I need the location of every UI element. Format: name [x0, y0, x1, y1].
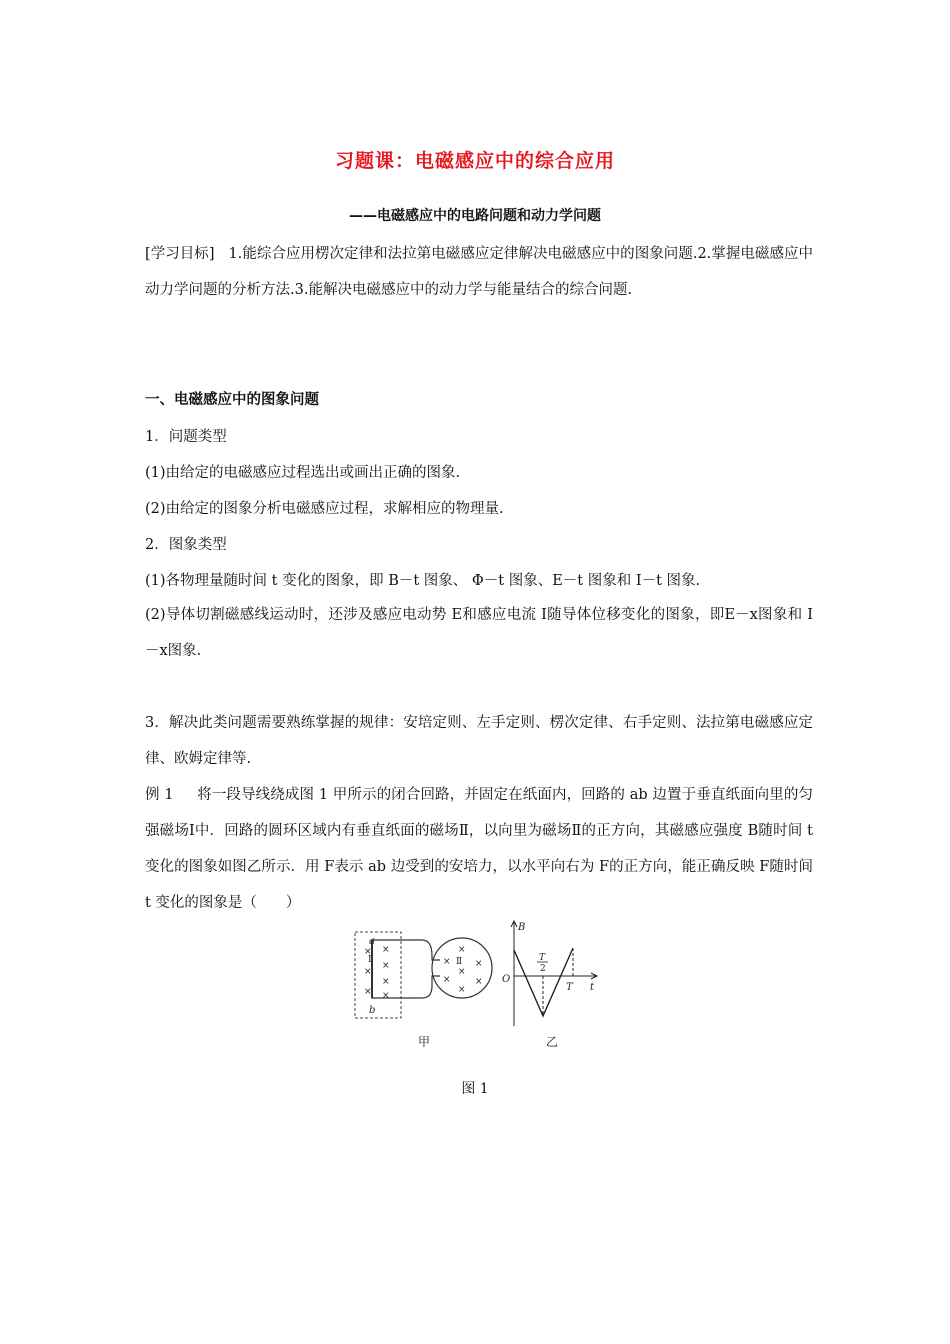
label-field-I: Ⅰ: [368, 955, 372, 965]
cross-mark: ×: [458, 945, 466, 955]
graph-type-2: (2)导体切割磁感线运动时，还涉及感应电动势 E和感应电流 I随导体位移变化的图象，即E－x图象和 I－x图象.: [145, 607, 813, 659]
page-title: 习题课：电磁感应中的综合应用: [334, 150, 615, 172]
example-1: [145, 777, 813, 921]
cross-mark: ×: [475, 977, 483, 987]
label-a: a: [369, 936, 375, 947]
cross-mark: ×: [382, 977, 390, 987]
graph-types-title: 2．图象类型: [145, 537, 227, 553]
tick-T: T: [566, 982, 573, 993]
cross-mark: ×: [382, 991, 390, 1001]
field-region-I: [355, 932, 401, 1018]
cross-mark: ×: [364, 947, 372, 957]
example-text: 将一段导线绕成图 1 甲所示的闭合回路，并固定在纸面内，回路的 ab 边置于垂直纸面向里的匀强磁场Ⅰ中．回路的圆环区域内有垂直纸面的磁场Ⅱ，以向里为磁场Ⅱ的正方向，其磁感应强度 B随时间 t 变化的图象如图乙所示．用 F表示 ab 边受到的安培力，以水平向右为 F的正方向，能正确反映 F随时间 t 变化的图象是（ ）: [145, 787, 814, 911]
objectives-label: [学习目标]: [145, 246, 215, 262]
axis-label-t: t: [590, 982, 595, 993]
cross-mark: ×: [382, 945, 390, 955]
cross-mark: ×: [364, 987, 372, 997]
cross-marks: [364, 945, 483, 1001]
origin-label: O: [502, 974, 511, 985]
cross-mark: ×: [382, 961, 390, 971]
cross-mark: ×: [458, 967, 466, 977]
cross-mark: ×: [458, 985, 466, 995]
objectives-text: 1.能综合应用楞次定律和法拉第电磁感应定律解决电磁感应中的图象问题.2.掌握电磁感应中动力学问题的分析方法.3.能解决电磁感应中的动力学与能量结合的综合问题.: [145, 246, 814, 298]
example-label: 例 1: [145, 787, 174, 803]
sub-label-jia: 甲: [418, 1035, 431, 1049]
section-heading: 一、电磁感应中的图象问题: [145, 392, 319, 408]
graph-type-1: (1)各物理量随时间 t 变化的图象，即 B－t 图象、 Φ－t 图象、E－t 图象和 I－t 图象.: [145, 573, 701, 589]
problem-types-title: 1．问题类型: [145, 429, 227, 445]
cross-mark: ×: [475, 959, 483, 969]
cross-mark: ×: [443, 975, 451, 985]
figure-caption: 图 1: [461, 1081, 489, 1097]
figure-1: [352, 918, 602, 1053]
tick-half-T: T: [539, 953, 546, 963]
label-b: b: [369, 1005, 376, 1016]
learning-objectives: [145, 236, 813, 308]
cross-mark: ×: [443, 957, 451, 967]
rules-paragraph: 3．解决此类问题需要熟练掌握的规律：安培定则、左手定则、楞次定律、右手定则、法拉第电磁感应定律、欧姆定律等.: [145, 715, 813, 767]
problem-type-2: (2)由给定的图象分析电磁感应过程，求解相应的物理量.: [145, 501, 504, 517]
cross-mark: ×: [364, 967, 372, 977]
label-field-II: Ⅱ: [456, 957, 463, 967]
axis-label-B: B: [518, 922, 526, 933]
problem-type-1: (1)由给定的电磁感应过程选出或画出正确的图象.: [145, 465, 461, 481]
tick-half-2: 2: [540, 964, 546, 974]
sub-label-yi: 乙: [546, 1035, 559, 1049]
page-subtitle: ——电磁感应中的电路问题和动力学问题: [349, 208, 601, 224]
